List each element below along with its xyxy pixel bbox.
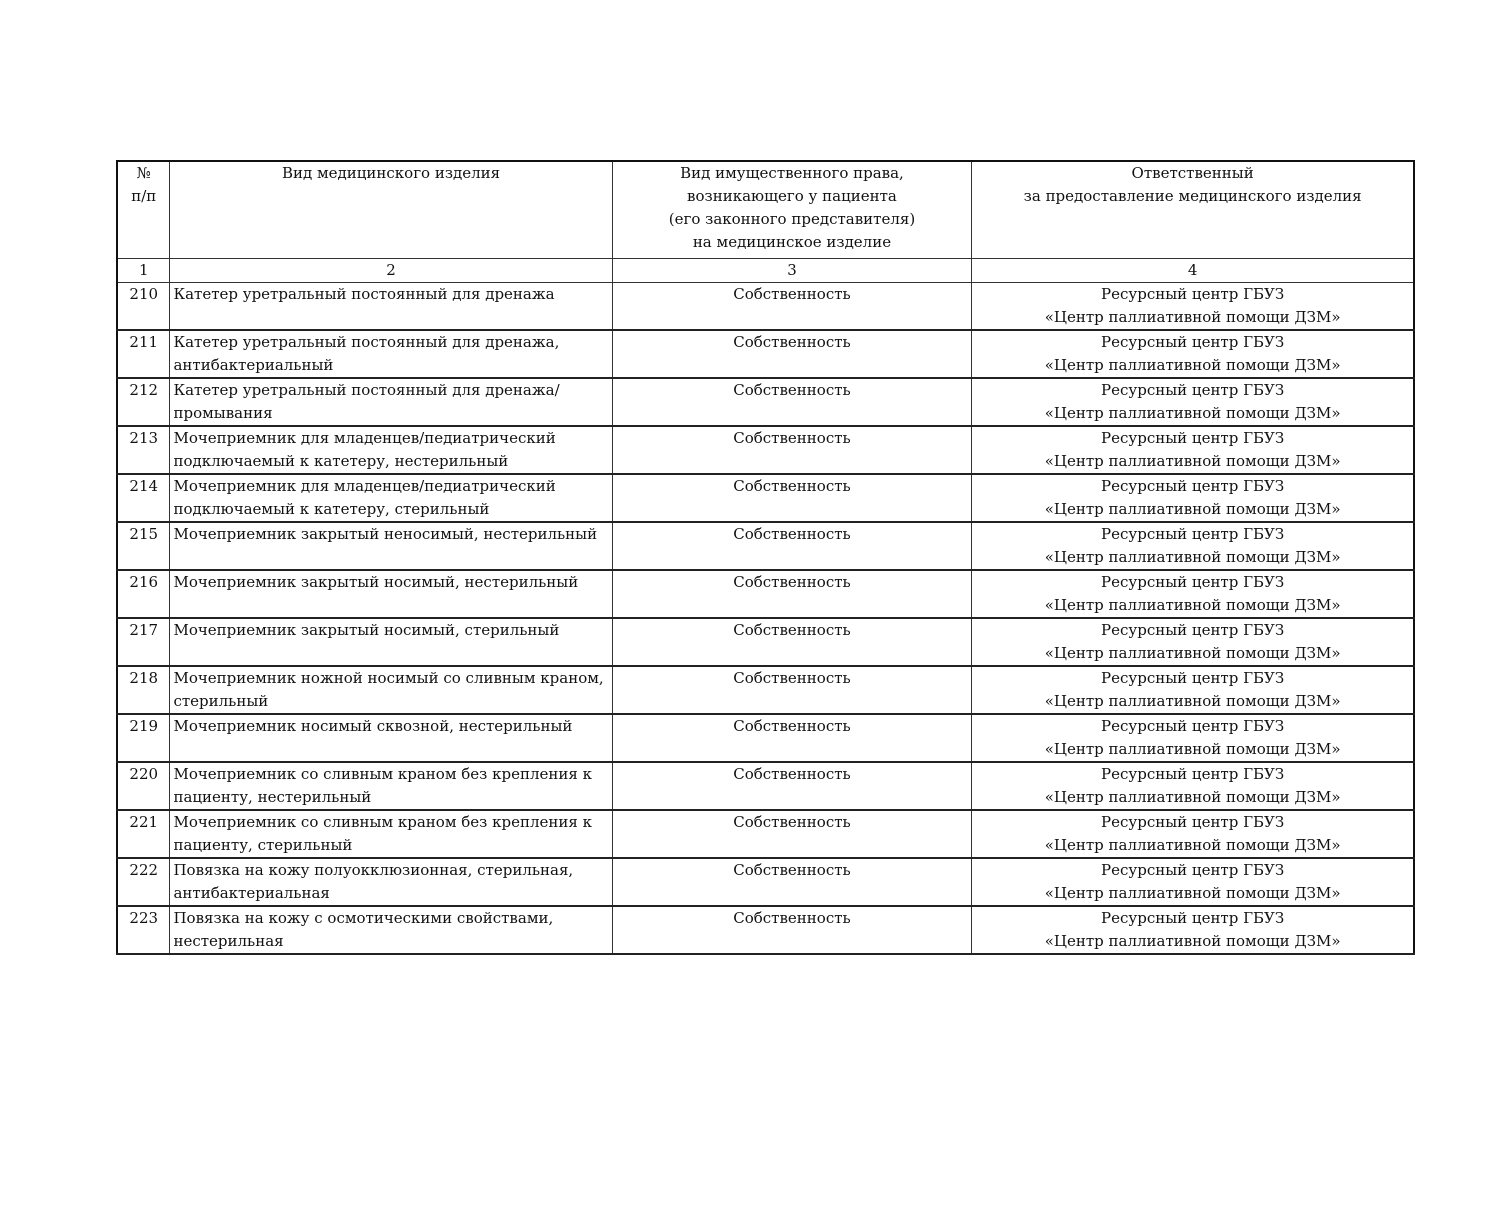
header-num: № п/п	[117, 161, 170, 259]
responsible-party	[972, 618, 1414, 666]
responsible-line: Ресурсный центр ГБУЗ	[1101, 909, 1285, 927]
property-right: Собственность	[612, 570, 972, 618]
row-number: 220	[117, 762, 170, 810]
row-number: 219	[117, 714, 170, 762]
responsible-line: Ресурсный центр ГБУЗ	[1101, 717, 1285, 735]
responsible-line: Ресурсный центр ГБУЗ	[1101, 861, 1285, 879]
responsible-line: «Центр паллиативной помощи ДЗМ»	[1044, 836, 1341, 854]
row-number: 216	[117, 570, 170, 618]
responsible-party	[972, 666, 1414, 714]
device-type: Мочеприемник ножной носимый со сливным краном, стерильный	[170, 666, 612, 714]
property-right: Собственность	[612, 810, 972, 858]
row-number: 217	[117, 618, 170, 666]
responsible-party	[972, 474, 1414, 522]
device-type: Катетер уретральный постоянный для дренажа	[170, 283, 612, 331]
table-row	[117, 474, 1414, 522]
row-number: 215	[117, 522, 170, 570]
responsible-line: Ресурсный центр ГБУЗ	[1101, 285, 1285, 303]
responsible-party	[972, 810, 1414, 858]
table-row	[117, 666, 1414, 714]
responsible-line: Ресурсный центр ГБУЗ	[1101, 573, 1285, 591]
responsible-party	[972, 378, 1414, 426]
property-right: Собственность	[612, 474, 972, 522]
responsible-party	[972, 570, 1414, 618]
header-row	[117, 161, 1414, 259]
row-number: 213	[117, 426, 170, 474]
property-right: Собственность	[612, 858, 972, 906]
table-row	[117, 618, 1414, 666]
responsible-line: «Центр паллиативной помощи ДЗМ»	[1044, 500, 1341, 518]
row-number: 222	[117, 858, 170, 906]
responsible-line: «Центр паллиативной помощи ДЗМ»	[1044, 644, 1341, 662]
responsible-line: Ресурсный центр ГБУЗ	[1101, 621, 1285, 639]
property-right: Собственность	[612, 330, 972, 378]
responsible-line: Ресурсный центр ГБУЗ	[1101, 381, 1285, 399]
responsible-line: Ресурсный центр ГБУЗ	[1101, 525, 1285, 543]
row-number: 218	[117, 666, 170, 714]
responsible-party	[972, 714, 1414, 762]
table-body	[117, 283, 1414, 955]
responsible-line: «Центр паллиативной помощи ДЗМ»	[1044, 308, 1341, 326]
device-type: Мочеприемник для младенцев/педиатрический подключаемый к катетеру, стерильный	[170, 474, 612, 522]
table-row	[117, 283, 1414, 331]
row-number: 212	[117, 378, 170, 426]
device-type: Мочеприемник закрытый носимый, стерильный	[170, 618, 612, 666]
device-type: Мочеприемник для младенцев/педиатрический подключаемый к катетеру, нестерильный	[170, 426, 612, 474]
row-number: 223	[117, 906, 170, 954]
table-row	[117, 330, 1414, 378]
property-right: Собственность	[612, 666, 972, 714]
row-number: 211	[117, 330, 170, 378]
table-row	[117, 906, 1414, 954]
responsible-party	[972, 426, 1414, 474]
device-type: Мочеприемник носимый сквозной, нестерильный	[170, 714, 612, 762]
responsible-line: «Центр паллиативной помощи ДЗМ»	[1044, 356, 1341, 374]
responsible-line: «Центр паллиативной помощи ДЗМ»	[1044, 596, 1341, 614]
column-index: 4	[972, 259, 1414, 283]
property-right: Собственность	[612, 426, 972, 474]
table-row	[117, 570, 1414, 618]
table-row	[117, 714, 1414, 762]
table-row	[117, 426, 1414, 474]
responsible-party	[972, 522, 1414, 570]
row-number: 214	[117, 474, 170, 522]
column-index: 1	[117, 259, 170, 283]
device-type: Повязка на кожу полуокклюзионная, стерильная, антибактериальная	[170, 858, 612, 906]
device-type: Мочеприемник закрытый неносимый, нестерильный	[170, 522, 612, 570]
responsible-party	[972, 283, 1414, 331]
responsible-line: «Центр паллиативной помощи ДЗМ»	[1044, 884, 1341, 902]
device-type: Катетер уретральный постоянный для дренажа, антибактериальный	[170, 330, 612, 378]
header-property-right: Вид имущественного права, возникающего у пациента (его законного представителя) на медицинское изделие	[612, 161, 972, 259]
device-type: Мочеприемник закрытый носимый, нестерильный	[170, 570, 612, 618]
table-row	[117, 858, 1414, 906]
responsible-line: «Центр паллиативной помощи ДЗМ»	[1044, 740, 1341, 758]
property-right: Собственность	[612, 714, 972, 762]
responsible-party	[972, 330, 1414, 378]
medical-devices-table	[116, 160, 1415, 955]
responsible-party	[972, 906, 1414, 954]
responsible-line: Ресурсный центр ГБУЗ	[1101, 477, 1285, 495]
property-right: Собственность	[612, 762, 972, 810]
responsible-line: Ресурсный центр ГБУЗ	[1101, 669, 1285, 687]
responsible-line: «Центр паллиативной помощи ДЗМ»	[1044, 788, 1341, 806]
device-type: Мочеприемник со сливным краном без крепления к пациенту, стерильный	[170, 810, 612, 858]
responsible-line: «Центр паллиативной помощи ДЗМ»	[1044, 932, 1341, 950]
column-index: 3	[612, 259, 972, 283]
property-right: Собственность	[612, 906, 972, 954]
responsible-line: «Центр паллиативной помощи ДЗМ»	[1044, 692, 1341, 710]
responsible-line: Ресурсный центр ГБУЗ	[1101, 333, 1285, 351]
responsible-line: Ресурсный центр ГБУЗ	[1101, 813, 1285, 831]
property-right: Собственность	[612, 378, 972, 426]
row-number: 221	[117, 810, 170, 858]
device-type: Мочеприемник со сливным краном без крепления к пациенту, нестерильный	[170, 762, 612, 810]
table-row	[117, 762, 1414, 810]
table-row	[117, 522, 1414, 570]
column-index: 2	[170, 259, 612, 283]
table-row	[117, 378, 1414, 426]
property-right: Собственность	[612, 522, 972, 570]
responsible-line: «Центр паллиативной помощи ДЗМ»	[1044, 452, 1341, 470]
responsible-line: Ресурсный центр ГБУЗ	[1101, 429, 1285, 447]
responsible-line: «Центр паллиативной помощи ДЗМ»	[1044, 404, 1341, 422]
responsible-line: «Центр паллиативной помощи ДЗМ»	[1044, 548, 1341, 566]
device-type: Повязка на кожу с осмотическими свойствами, нестерильная	[170, 906, 612, 954]
property-right: Собственность	[612, 283, 972, 331]
header-responsible: Ответственный за предоставление медицинского изделия	[972, 161, 1414, 259]
property-right: Собственность	[612, 618, 972, 666]
device-type: Катетер уретральный постоянный для дренажа/промывания	[170, 378, 612, 426]
responsible-party	[972, 762, 1414, 810]
table-row	[117, 810, 1414, 858]
header-item: Вид медицинского изделия	[170, 161, 612, 259]
responsible-line: Ресурсный центр ГБУЗ	[1101, 765, 1285, 783]
column-index-row	[117, 259, 1414, 283]
responsible-party	[972, 858, 1414, 906]
row-number: 210	[117, 283, 170, 331]
